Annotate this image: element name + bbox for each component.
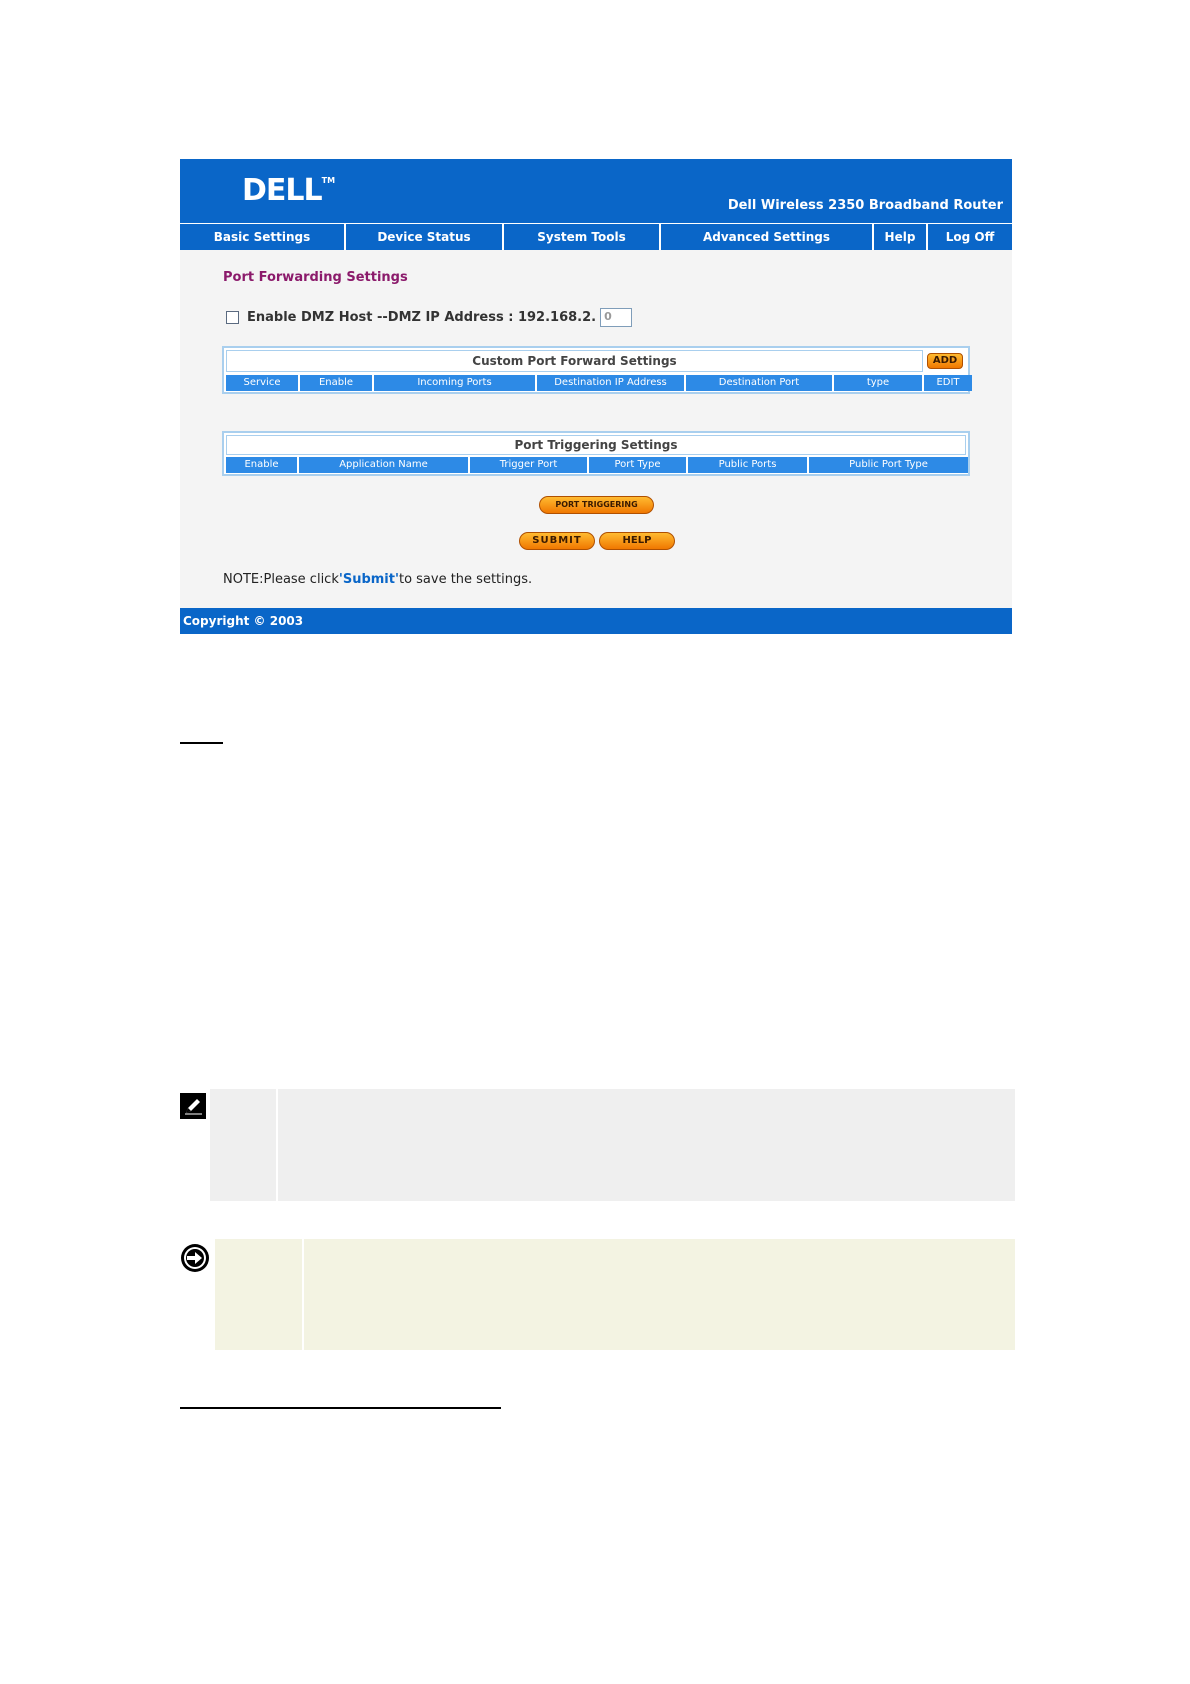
notice-label-cell xyxy=(215,1239,302,1350)
main-nav xyxy=(180,223,1012,250)
trigger-table-header xyxy=(226,457,968,473)
submit-button[interactable]: SUBMIT xyxy=(519,532,595,550)
column-header: Enable xyxy=(300,375,372,391)
column-header: Port Type xyxy=(589,457,686,473)
column-header: Incoming Ports xyxy=(374,375,535,391)
port-triggering-button[interactable]: PORT TRIGGERING xyxy=(539,496,654,514)
nav-device-status[interactable]: Device Status xyxy=(346,224,504,250)
dmz-checkbox[interactable] xyxy=(226,311,239,324)
divider-bottom xyxy=(180,1407,501,1409)
pencil-note-icon xyxy=(180,1093,206,1119)
column-header: Application Name xyxy=(299,457,468,473)
divider-short xyxy=(180,742,223,744)
copyright-footer: Copyright © 2003 xyxy=(180,608,1012,634)
column-header: Public Port Type xyxy=(809,457,968,473)
port-triggering-table xyxy=(222,431,970,476)
save-note xyxy=(223,572,532,587)
dmz-ip-input[interactable]: 0 xyxy=(600,308,632,327)
product-name: Dell Wireless 2350 Broadband Router xyxy=(727,198,1003,213)
column-header: EDIT xyxy=(924,375,972,391)
notice-arrow-icon xyxy=(180,1243,210,1273)
column-header: type xyxy=(834,375,922,391)
custom-port-forward-table xyxy=(222,346,970,394)
add-button[interactable]: ADD xyxy=(927,353,963,369)
column-header: Enable xyxy=(226,457,297,473)
router-header xyxy=(180,159,1012,223)
note-label-cell xyxy=(210,1089,276,1201)
note-suffix: to save the settings. xyxy=(398,572,533,587)
column-header: Destination IP Address xyxy=(537,375,684,391)
column-header: Service xyxy=(226,375,298,391)
nav-log-off[interactable]: Log Off xyxy=(945,230,995,244)
help-button[interactable]: HELP xyxy=(599,532,675,550)
column-header: Destination Port xyxy=(686,375,832,391)
custom-table-title: Custom Port Forward Settings xyxy=(226,350,923,372)
column-header: Trigger Port xyxy=(470,457,587,473)
custom-table-header xyxy=(226,375,972,391)
nav-help[interactable]: Help xyxy=(874,224,928,250)
nav-system-tools[interactable]: System Tools xyxy=(504,224,661,250)
nav-advanced-settings[interactable]: Advanced Settings xyxy=(661,224,874,250)
dell-logo: DELL™ xyxy=(242,173,336,208)
note-submit-highlight: 'Submit' xyxy=(338,572,399,587)
note-body-cell xyxy=(278,1089,1015,1201)
router-panel xyxy=(180,159,1012,634)
note-prefix: NOTE:Please click xyxy=(223,572,339,587)
trigger-table-title: Port Triggering Settings xyxy=(226,435,966,455)
page-title: Port Forwarding Settings xyxy=(223,270,408,285)
nav-basic-settings[interactable]: Basic Settings xyxy=(180,224,346,250)
dmz-label: Enable DMZ Host --DMZ IP Address : 192.168.2. xyxy=(247,310,597,325)
notice-body-cell xyxy=(304,1239,1015,1350)
column-header: Public Ports xyxy=(688,457,807,473)
dmz-row xyxy=(226,308,632,327)
